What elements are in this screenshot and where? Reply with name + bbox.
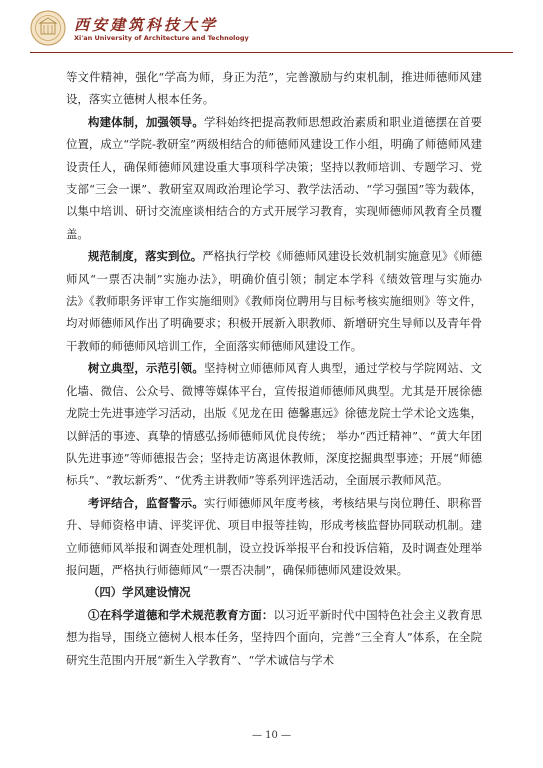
paragraph-2-text: 学科始终把提高教师思想政治素质和职业道德摆在首要位置，成立“学院-教研室”两级相结合的师德师风建设工作小组，明确了师德师风建设责任人，确保师德师风建设重大事项科学决策；坚持以教师培训、专题学习、党支部“三会一课”、教研室双周政治理论学习、教学法活动、“学习强国”等为载体，以集中培训、研讨交流座谈相结合的方式开展学习教育，实现师德师风教育全员覆盖。 bbox=[66, 114, 482, 241]
paragraph-3-heading: 规范制度，落实到位。 bbox=[88, 249, 203, 264]
paragraph-2-heading: 构建体制，加强领导。 bbox=[88, 114, 204, 129]
paragraph-6 bbox=[66, 604, 482, 671]
paragraph-5 bbox=[66, 492, 482, 582]
university-name-en: Xi'an University of Architecture and Technology bbox=[74, 34, 249, 42]
page-number: — 10 — bbox=[251, 730, 292, 741]
paragraph-1 bbox=[66, 66, 482, 111]
paragraph-4 bbox=[66, 357, 482, 491]
paragraph-2 bbox=[66, 111, 482, 245]
paragraph-5-text: 实行师德师风年度考核，考核结果与岗位聘任、职称晋升、导师资格申请、评奖评优、项目申报等挂钩，形成考核监督协同联动机制。建立师德师风举报和调查处理机制，设立投诉举报平台和投诉信箱，及时调查处理举报问题，严格执行师德师风“一票否决制”，确保师德师风建设效果。 bbox=[66, 495, 482, 577]
paragraph-6-heading: ①在科学道德和学术规范教育方面： bbox=[88, 607, 274, 622]
paragraph-5-heading: 考评结合，监督警示。 bbox=[88, 495, 204, 510]
paragraph-3 bbox=[66, 245, 482, 357]
section-heading: （四）学风建设情况 bbox=[88, 585, 191, 600]
paragraph-1-text: 等文件精神，强化“学高为师，身正为范”，完善激励与约束机制，推进师德师风建设，落实立德树人根本任务。 bbox=[66, 70, 482, 107]
paragraph-4-heading: 树立典型，示范引领。 bbox=[88, 361, 204, 376]
page-header bbox=[30, 10, 513, 52]
header-divider bbox=[30, 52, 513, 53]
university-seal-icon bbox=[30, 10, 66, 46]
university-name-cn: 西安建筑科技大学 bbox=[74, 16, 219, 34]
paragraph-3-text: 严格执行学校《师德师风建设长效机制实施意见》《师德师风“一票否决制”实施办法》，明确价值引领；制定本学科《绩效管理与实施办法》《教师职务评审工作实施细则》《教师岗位聘用与目标考核实施细则》等文件，均对师德师风作出了明确要求；积极开展新入职教师、新增研究生导师以及青年骨干教师的师德师风培训工作，全面落实师德师风建设工作。 bbox=[66, 249, 482, 353]
paragraph-6-text: 以习近平新时代中国特色社会主义教育思想为指导，围绕立德树人根本任务，坚持四个面向，完善“三全育人”体系，在全院研究生范围内开展“新生入学教育”、“学术诚信与学术 bbox=[66, 607, 482, 667]
paragraph-4-text: 坚持树立师德师风育人典型，通过学校与学院网站、文化墙、微信、公众号、微博等媒体平台，宣传报道师德师风典型。尤其是开展徐德龙院士先进事迹学习活动，出版《见龙在田 德馨惠远》徐德龙院士学术论文选集，以鲜活的事迹、真挚的情感弘扬师德师风优良传统； 举办“西迁精神”、“黄大年团队先进事迹”等师德报告会；坚持走访离退休教师，深度挖掘典型事迹；开展“师德标兵”、“教坛新秀”、“优秀主讲教师”等系列评选活动，全面展示教师风范。 bbox=[66, 361, 482, 488]
document-body bbox=[66, 66, 482, 671]
